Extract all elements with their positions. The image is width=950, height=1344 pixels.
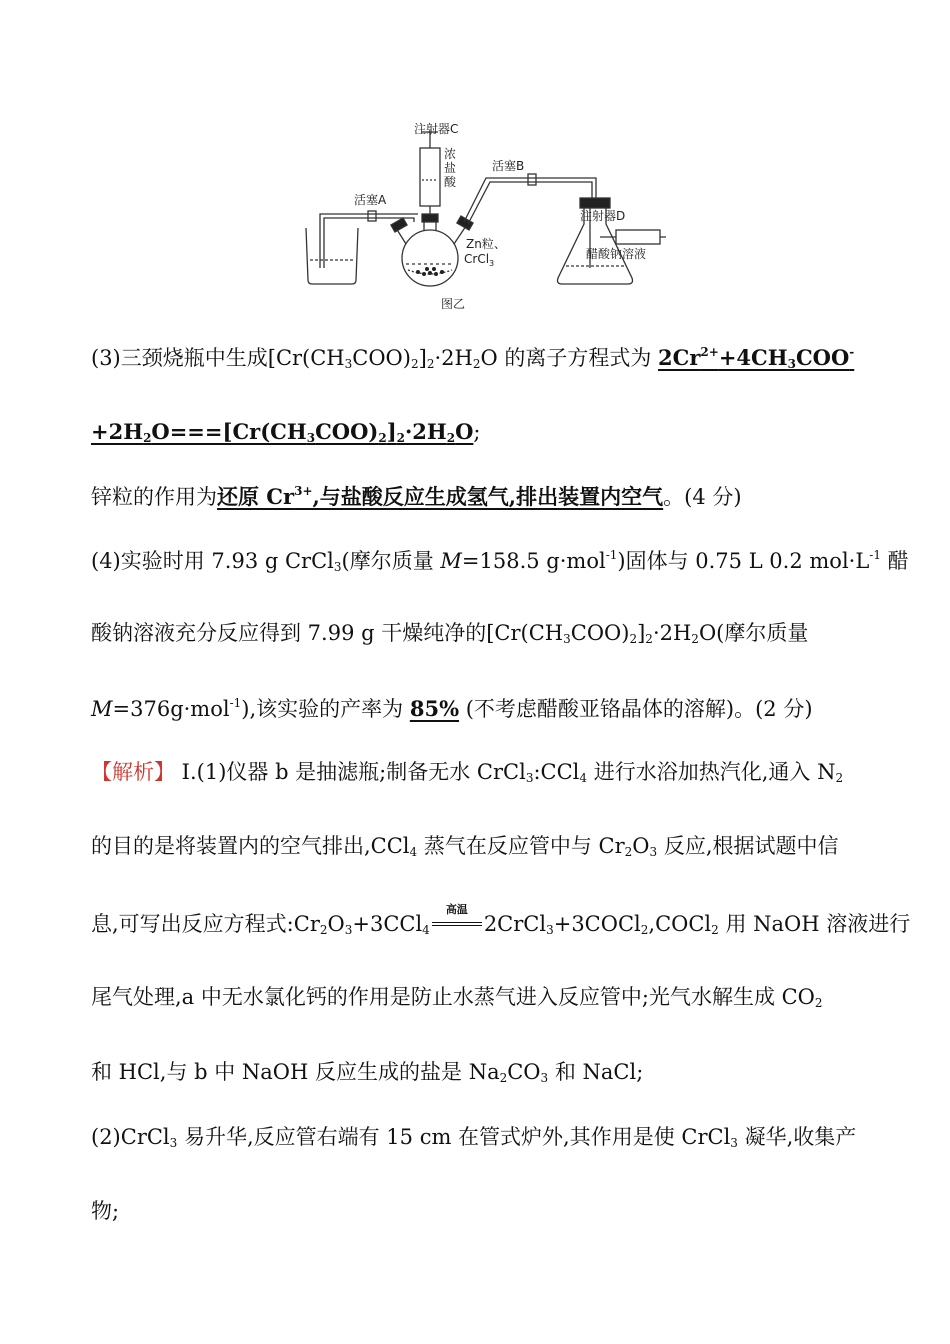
syringe-c: [420, 148, 440, 206]
label-syringe-c: 注射器C: [414, 122, 459, 136]
label-acid-2: 盐: [444, 161, 457, 175]
q4-answer: 85%: [409, 696, 460, 721]
label-sodium-acetate: 醋酸钠溶液: [586, 247, 647, 261]
analysis-line-4: 尾气处理,a 中无水氯化钙的作用是防止水蒸气进入反应管中;光气水解生成 $CO_2$: [91, 985, 823, 1010]
apparatus-diagram: [296, 118, 666, 314]
left-beaker: [306, 228, 358, 284]
label-acid-3: 酸: [444, 175, 457, 189]
q4-line-3: M=376g·mol$^{-1}$),该实验的产率为 85% (不考虑醋酸亚铬晶体的溶解)。(2 分): [91, 696, 813, 721]
analysis-line-7: 物;: [91, 1199, 120, 1223]
analysis-line-3: 息,可写出反应方程式$:Cr_2O_3+3CCl_4$ 高温 2CrCl$_3$+3COCl$_2$,COCl$_2$ 用 NaOH 溶液进行: [91, 903, 911, 937]
label-zn: Zn粒、: [466, 237, 506, 251]
analysis-line-1: 【解析】 Ⅰ.(1)仪器 b 是抽滤瓶;制备无水 CrCl$_3$:CCl$_4$ 进行水浴加热汽化,通入 $N_2$: [91, 760, 844, 785]
label-syringe-d: 注射器D: [580, 209, 626, 223]
three-neck-flask: [402, 230, 458, 286]
reaction-condition-sign: 高温: [430, 912, 484, 933]
q4-line-2: 酸钠溶液充分反应得到 7.99 g 干燥纯净的$[Cr(CH_3COO)_2]_2\cdot 2H_2O$(摩尔质量: [91, 621, 809, 646]
label-valve-b: 活塞B: [492, 159, 525, 173]
apparatus-figure: [296, 118, 666, 314]
q3-answer-part-2: $+2H_2O===[Cr(CH_3COO)_2]_2\cdot 2H_2O$: [91, 419, 474, 445]
q3-line-2: $+2H_2O===[Cr(CH_3COO)_2]_2\cdot 2H_2O$;: [91, 419, 481, 445]
valve-a: [368, 211, 376, 221]
label-valve-a: 活塞A: [354, 193, 387, 207]
analysis-line-2: 的目的是将装置内的空气排出,CCl$_4$ 蒸气在反应管中与 $Cr_2O_3$ 反应,根据试题中信: [91, 834, 839, 859]
syringe-d: [616, 230, 660, 244]
analysis-tag: 【解析】: [91, 760, 175, 784]
q3-zinc-answer: 还原 $Cr^{3+}$,与盐酸反应生成氢气,排出装置内空气: [217, 484, 664, 509]
q3-answer-part-1: $2Cr^{2+}+4CH_3COO^-$: [658, 345, 855, 371]
analysis-line-6: (2)CrCl$_3$ 易升华,反应管右端有 15 cm 在管式炉外,其作用是使 CrCl$_3$ 凝华,收集产: [91, 1125, 857, 1150]
label-acid-1: 浓: [444, 147, 457, 161]
figure-caption: 图乙: [441, 297, 466, 311]
q3-zinc-line: 锌粒的作用为还原 $Cr^{3+}$,与盐酸反应生成氢气,排出装置内空气。(4 分): [91, 484, 742, 509]
label-crcl3: CrCl$_3$: [464, 252, 495, 268]
analysis-line-5: 和 HCl,与 b 中 NaOH 反应生成的盐是 $Na_2CO_3$ 和 NaCl;: [91, 1060, 644, 1085]
q3-line-1: (3)三颈烧瓶中生成$[Cr(CH_3COO)_2]_2\cdot 2H_2O$ 的离子方程式为 $2Cr^{2+}+4CH_3COO^-$: [91, 345, 855, 371]
q4-line-1: (4)实验时用 7.93 g CrCl$_3$(摩尔质量 M=158.5 g·mol$^{-1}$)固体与 0.75 L 0.2 $mol\cdot L^{-1}$ 醋: [91, 548, 909, 574]
valve-b: [528, 174, 536, 185]
